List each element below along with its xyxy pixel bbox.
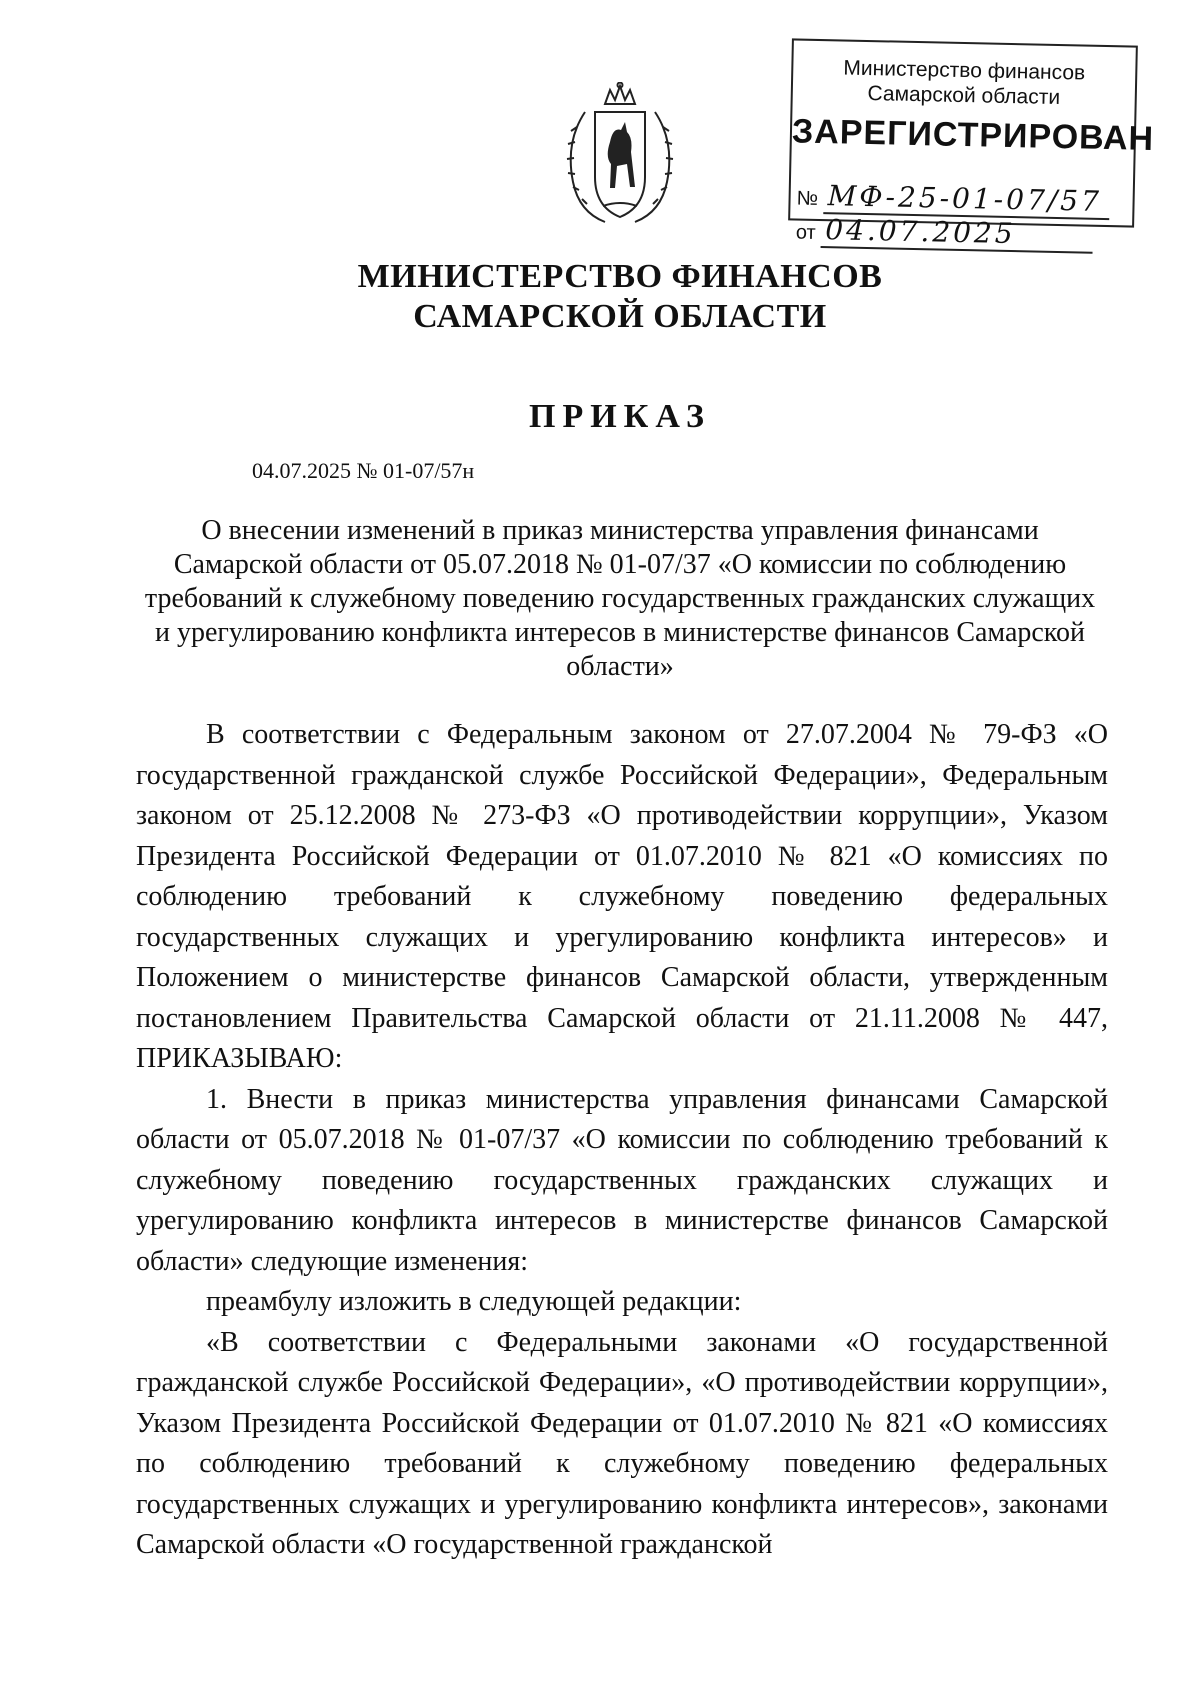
- paragraph-preamble: В соответствии с Федеральным законом от 27.07.2004 № 79-ФЗ «О государственной гражданской службе Российской Федерации», Федеральным законом от 25.12.2008 № 273-ФЗ «О противодействии коррупции», Указом Президента Российской Федерации от 01.07.2010 № 821 «О комиссиях по соблюдению требований к служебному поведению федеральных государственных служащих и урегулированию конфликта интересов» и Положением о министерстве финансов Самарской области, утвержденным постановлением Правительства Самарской области от 21.11.2008 № 447, ПРИКАЗЫВАЮ:: [136, 719, 1108, 1074]
- paragraph-item-1: 1. Внести в приказ министерства управления финансами Самарской области от 05.07.2018 № 01-07/37 «О комиссии по соблюдению требований к служебному поведению государственных гражданских служащих и урегулированию конфликта интересов в министерстве финансов Самарской области» следующие изменения:: [136, 1083, 1108, 1277]
- document-date-number: 04.07.2025 № 01-07/57н: [252, 458, 475, 483]
- ministry-name-line1: МИНИСТЕРСТВО ФИНАНСОВ: [357, 258, 883, 295]
- stamp-date-label: от: [795, 221, 816, 244]
- samara-coat-of-arms-icon: [555, 82, 685, 232]
- stamp-status: ЗАРЕГИСТРИРОВАН: [791, 112, 1155, 158]
- registration-stamp: [788, 38, 1155, 251]
- document-title: О внесении изменений в приказ министерства управления финансами Самарской области от 05.07.2018 № 01-07/37 «О комиссии по соблюдению требований к служебному поведению государственных гражданских служащих и урегулированию конфликта интересов в министерстве финансов Самарской области»: [144, 515, 1096, 682]
- stamp-date-row: [796, 213, 1094, 254]
- stamp-number-value: МФ-25-01-07/57: [823, 179, 1110, 220]
- document-type-heading: ПРИКАЗ: [529, 398, 711, 435]
- document-body: [136, 715, 1108, 1566]
- paragraph-preamble-edit: преамбулу изложить в следующей редакции:: [206, 1286, 742, 1317]
- ministry-name-line2: САМАРСКОЙ ОБЛАСТИ: [413, 298, 827, 335]
- stamp-ministry-line2: Самарской области: [867, 81, 1061, 110]
- stamp-ministry-line1: Министерство финансов: [843, 56, 1086, 85]
- stamp-number-label: №: [796, 187, 819, 210]
- stamp-date-value: 04.07.2025: [821, 213, 1094, 254]
- paragraph-new-preamble: «В соответствии с Федеральными законами «О государственной гражданской службе Российской Федерации», «О противодействии коррупции», Указом Президента Российской Федерации от 01.07.2010 № 821 «О комиссиях по соблюдению требований к служебному поведению федеральных государственных служащих и урегулированию конфликта интересов», законами Самарской области «О государственной гражданской: [136, 1326, 1108, 1560]
